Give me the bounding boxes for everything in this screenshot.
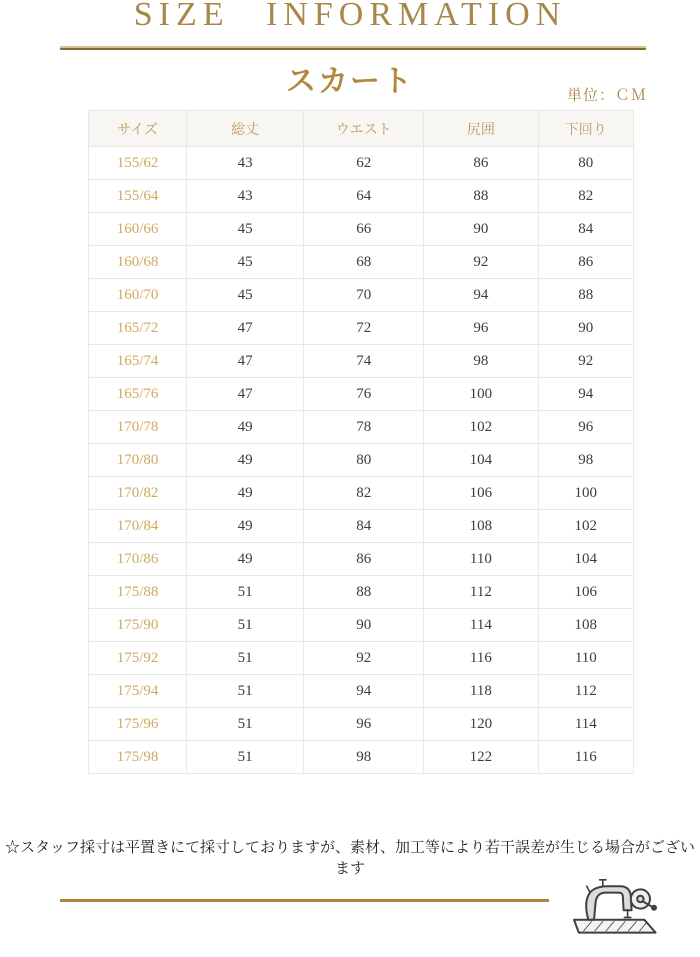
measurement-cell: 84	[304, 510, 424, 543]
measurement-cell: 51	[187, 708, 304, 741]
table-row	[89, 642, 634, 675]
table-row	[89, 279, 634, 312]
measurement-cell: 49	[187, 477, 304, 510]
measurement-cell: 80	[538, 147, 633, 180]
column-header: 総丈	[187, 111, 304, 147]
size-cell: 175/98	[89, 741, 187, 774]
measurement-cell: 47	[187, 312, 304, 345]
table-row	[89, 312, 634, 345]
measurement-cell: 86	[424, 147, 538, 180]
measurement-cell: 76	[304, 378, 424, 411]
measurement-cell: 106	[538, 576, 633, 609]
measurement-cell: 45	[187, 246, 304, 279]
measurement-cell: 72	[304, 312, 424, 345]
measurement-cell: 108	[424, 510, 538, 543]
table-header-row	[89, 111, 634, 147]
measurement-cell: 96	[424, 312, 538, 345]
measurement-cell: 51	[187, 642, 304, 675]
table-row	[89, 444, 634, 477]
measurement-cell: 96	[538, 411, 633, 444]
measurement-cell: 74	[304, 345, 424, 378]
measurement-cell: 122	[424, 741, 538, 774]
measurement-cell: 68	[304, 246, 424, 279]
measurement-cell: 47	[187, 378, 304, 411]
size-cell: 155/64	[89, 180, 187, 213]
size-cell: 175/94	[89, 675, 187, 708]
measurement-cell: 51	[187, 609, 304, 642]
table-row	[89, 378, 634, 411]
measurement-cell: 112	[538, 675, 633, 708]
measurement-cell: 98	[538, 444, 633, 477]
measurement-cell: 94	[424, 279, 538, 312]
measurement-cell: 49	[187, 543, 304, 576]
measurement-cell: 98	[304, 741, 424, 774]
table-row	[89, 180, 634, 213]
measurement-cell: 84	[538, 213, 633, 246]
size-cell: 175/96	[89, 708, 187, 741]
table-row	[89, 708, 634, 741]
measurement-cell: 43	[187, 147, 304, 180]
sewing-machine-icon	[566, 858, 662, 940]
measurement-cell: 114	[424, 609, 538, 642]
measurement-cell: 90	[304, 609, 424, 642]
size-cell: 170/80	[89, 444, 187, 477]
size-cell: 170/86	[89, 543, 187, 576]
table-row	[89, 510, 634, 543]
measurement-cell: 114	[538, 708, 633, 741]
table-row	[89, 576, 634, 609]
footer-divider	[60, 899, 549, 902]
measurement-cell: 62	[304, 147, 424, 180]
measurement-cell: 90	[424, 213, 538, 246]
column-header: 下回り	[538, 111, 633, 147]
measurement-cell: 104	[538, 543, 633, 576]
measurement-cell: 94	[304, 675, 424, 708]
table-row	[89, 675, 634, 708]
measurement-cell: 45	[187, 213, 304, 246]
measurement-cell: 49	[187, 444, 304, 477]
measurement-cell: 45	[187, 279, 304, 312]
measurement-cell: 82	[304, 477, 424, 510]
measurement-cell: 80	[304, 444, 424, 477]
table-row	[89, 741, 634, 774]
measurement-cell: 82	[538, 180, 633, 213]
measurement-cell: 94	[538, 378, 633, 411]
measurement-cell: 47	[187, 345, 304, 378]
table-row	[89, 345, 634, 378]
title-divider	[60, 46, 646, 50]
measurement-cell: 64	[304, 180, 424, 213]
measurement-cell: 102	[538, 510, 633, 543]
measurement-cell: 108	[538, 609, 633, 642]
size-cell: 155/62	[89, 147, 187, 180]
measurement-cell: 70	[304, 279, 424, 312]
measurement-cell: 66	[304, 213, 424, 246]
column-header: サイズ	[89, 111, 187, 147]
column-header: 尻囲	[424, 111, 538, 147]
table-row	[89, 213, 634, 246]
measurement-cell: 92	[538, 345, 633, 378]
measurement-cell: 116	[424, 642, 538, 675]
measurement-cell: 100	[538, 477, 633, 510]
column-header: ウエスト	[304, 111, 424, 147]
size-cell: 175/88	[89, 576, 187, 609]
measurement-cell: 49	[187, 510, 304, 543]
measurement-cell: 92	[424, 246, 538, 279]
size-cell: 160/68	[89, 246, 187, 279]
size-cell: 175/92	[89, 642, 187, 675]
measurement-cell: 96	[304, 708, 424, 741]
measurement-cell: 88	[538, 279, 633, 312]
measurement-cell: 51	[187, 576, 304, 609]
measurement-cell: 43	[187, 180, 304, 213]
size-cell: 170/78	[89, 411, 187, 444]
measurement-cell: 100	[424, 378, 538, 411]
table-row	[89, 477, 634, 510]
measurement-cell: 110	[538, 642, 633, 675]
measurement-cell: 120	[424, 708, 538, 741]
measurement-cell: 90	[538, 312, 633, 345]
page-title: SIZE INFORMATION	[133, 0, 567, 33]
measurement-cell: 104	[424, 444, 538, 477]
measurement-cell: 51	[187, 675, 304, 708]
size-cell: 160/70	[89, 279, 187, 312]
size-cell: 160/66	[89, 213, 187, 246]
size-table	[88, 110, 634, 774]
measurement-cell: 86	[304, 543, 424, 576]
size-cell: 175/90	[89, 609, 187, 642]
table-row	[89, 246, 634, 279]
measurement-cell: 98	[424, 345, 538, 378]
measurement-cell: 106	[424, 477, 538, 510]
measurement-cell: 102	[424, 411, 538, 444]
table-row	[89, 411, 634, 444]
measurement-cell: 112	[424, 576, 538, 609]
measurement-cell: 92	[304, 642, 424, 675]
product-category-title: スカート	[286, 65, 414, 98]
table-body	[89, 147, 634, 774]
size-cell: 165/76	[89, 378, 187, 411]
size-cell: 165/72	[89, 312, 187, 345]
measurement-cell: 116	[538, 741, 633, 774]
table-row	[89, 609, 634, 642]
unit-label: 単位：ＣＭ	[566, 88, 647, 104]
measurement-cell: 51	[187, 741, 304, 774]
measurement-cell: 88	[424, 180, 538, 213]
measurement-cell: 110	[424, 543, 538, 576]
measurement-cell: 86	[538, 246, 633, 279]
table-row	[89, 147, 634, 180]
size-cell: 170/82	[89, 477, 187, 510]
measurement-cell: 118	[424, 675, 538, 708]
measurement-cell: 88	[304, 576, 424, 609]
size-cell: 165/74	[89, 345, 187, 378]
measurement-note: ☆スタッフ採寸は平置きにて採寸しておりますが、素材、加工等により若干誤差が生じる場合がございます	[4, 840, 695, 877]
table-row	[89, 543, 634, 576]
size-cell: 170/84	[89, 510, 187, 543]
measurement-cell: 49	[187, 411, 304, 444]
measurement-cell: 78	[304, 411, 424, 444]
